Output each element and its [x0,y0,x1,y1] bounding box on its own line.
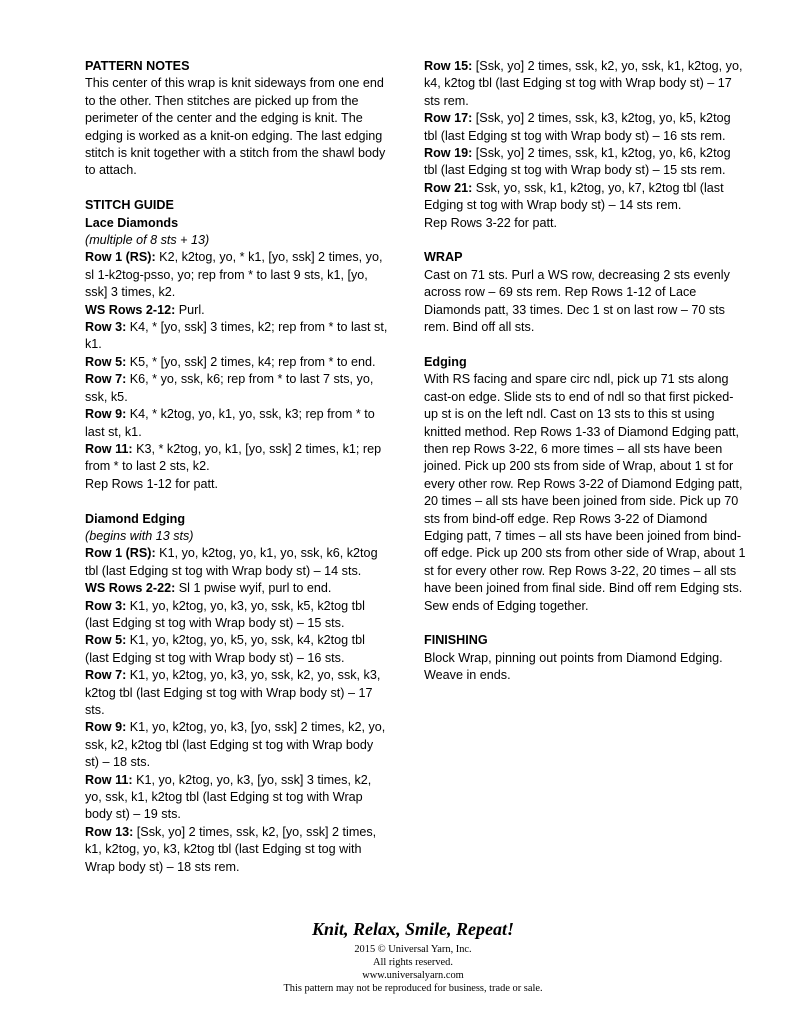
finishing-heading: FINISHING [424,633,488,648]
lace-row: Row 3: K4, * [yo, ssk] 3 times, k2; rep from * to last st, k1. [85,320,388,352]
pattern-notes-heading: PATTERN NOTES [85,59,190,73]
lace-diamonds-note: (multiple of 8 sts + 13) [85,233,210,248]
edging-row: Row 15: [Ssk, yo] 2 times, ssk, k2, yo, ssk, k1, k2tog, yo, k4, k2tog tbl (last Edging st tog with Wrap body st) – 17 sts rem. [424,59,743,108]
edging-row: Row 19: [Ssk, yo] 2 times, ssk, k1, k2tog, yo, k6, k2tog tbl (last Edging st tog with Wrap body st) – 15 sts rem. [424,146,731,178]
edging-row: Row 13: [Ssk, yo] 2 times, ssk, k2, [yo, ssk] 2 times, k1, k2tog, yo, k3, k2tog tbl (last Edging st tog with Wrap body st) – 18 sts rem. [85,824,377,874]
lace-diamonds-heading: Lace Diamonds [85,215,179,230]
footer-notice: This pattern may not be reproduced for business, trade or sale. [283,983,543,994]
footer [0,918,800,995]
right-column [424,58,746,685]
edging-text: With RS facing and spare circ ndl, pick up 71 sts along cast-on edge. Slide sts to end of ndl so that first picked-up st is on the left ndl. Cast on 13 sts to this st using knitted method. Rep Rows 1-33 of Diamond Edging patt, then rep Rows 3-22, 6 more times – all sts have been joined. Pick up 200 sts from side of Wrap, about 1 st for every other row. Rep Rows 3-22 of Diamond Edging patt, 20 times – all sts have been joined from side. Pick up 70 sts from bind-off edge. Rep Rows 3-22 of Diamond Edging patt, 7 times – all sts have been joined from bind-off edge. Pick up 200 sts from other side of Wrap, about 1 st for every other row. Rep Rows 3-22, 20 times – all sts have been joined from final side. Bind off rem Edging sts. Sew ends of Edging together. [424,372,746,613]
footer-rights: All rights reserved. [373,957,453,968]
wrap-heading: WRAP [424,250,463,265]
edging-row: Row 3: K1, yo, k2tog, yo, k3, yo, ssk, k5, k2tog tbl (last Edging st tog with Wrap body st) – 15 sts. [85,598,365,630]
footer-website: www.universalyarn.com [362,970,464,981]
stitch-guide-heading: STITCH GUIDE [85,198,174,213]
footer-slogan: Knit, Relax, Smile, Repeat! [311,919,514,939]
edging-row: Row 17: [Ssk, yo] 2 times, ssk, k3, k2tog, yo, k5, k2tog tbl (last Edging st tog with Wrap body st) – 16 sts rem. [424,111,731,143]
edging-row: Row 1 (RS): K1, yo, k2tog, yo, k1, yo, ssk, k6, k2tog tbl (last Edging st tog with Wrap body st) – 14 sts. [85,546,378,578]
footer-copyright: 2015 © Universal Yarn, Inc. [354,944,472,955]
lace-row: Row 9: K4, * k2tog, yo, k1, yo, ssk, k3; rep from * to last st, k1. [85,407,375,439]
edging-repeat: Rep Rows 3-22 for patt. [424,215,557,230]
finishing-text: Block Wrap, pinning out points from Diamond Edging. Weave in ends. [424,650,723,683]
edging-row: WS Rows 2-22: Sl 1 pwise wyif, purl to end. [85,581,332,596]
wrap-text: Cast on 71 sts. Purl a WS row, decreasing 2 sts evenly across row – 69 sts rem. Rep Rows 1-12 of Lace Diamonds patt, 33 times. Dec 1 st on last row – 70 sts rem. Bind off all sts. [424,267,730,335]
edging-row: Row 9: K1, yo, k2tog, yo, k3, [yo, ssk] 2 times, k2, yo, ssk, k2, k2tog tbl (last Edging st tog with Wrap body st) – 18 sts. [85,720,386,770]
edging-row: Row 5: K1, yo, k2tog, yo, k5, yo, ssk, k4, k2tog tbl (last Edging st tog with Wrap body st) – 16 sts. [85,633,365,665]
lace-row: Row 1 (RS): K2, k2tog, yo, * k1, [yo, ssk] 2 times, yo, sl 1-k2tog-psso, yo; rep from * to last 9 sts, k1, [yo, ssk] 3 times, k2. [85,250,383,300]
lace-row: WS Rows 2-12: Purl. [85,302,205,317]
lace-row: Row 5: K5, * [yo, ssk] 2 times, k4; rep from * to end. [85,354,376,369]
diamond-edging-note: (begins with 13 sts) [85,528,194,543]
edging-heading: Edging [424,354,467,369]
edging-row: Row 7: K1, yo, k2tog, yo, k3, yo, ssk, k2, yo, ssk, k3, k2tog tbl (last Edging st tog with Wrap body st) – 17 sts. [85,668,381,717]
edging-row: Row 21: Ssk, yo, ssk, k1, k2tog, yo, k7, k2tog tbl (last Edging st tog with Wrap body st) – 14 sts rem. [424,180,724,213]
lace-repeat: Rep Rows 1-12 for patt. [85,476,218,491]
lace-row: Row 7: K6, * yo, ssk, k6; rep from * to last 7 sts, yo, ssk, k5. [85,372,374,404]
left-column [85,58,390,876]
edging-row: Row 11: K1, yo, k2tog, yo, k3, [yo, ssk] 3 times, k2, yo, ssk, k1, k2tog tbl (last Edging st tog with Wrap body st) – 19 sts. [85,772,372,822]
pattern-notes-text: This center of this wrap is knit sideways from one end to the other. Then stitches are picked up from the perimeter of the center and the edging is knit. The edging is worked as a knit-on edging. The last edging stitch is knit together with a stitch from the shawl body to attach. [85,76,386,178]
diamond-edging-heading: Diamond Edging [85,511,186,526]
lace-row: Row 11: K3, * k2tog, yo, k1, [yo, ssk] 2 times, k1; rep from * to last 2 sts, k2. [85,441,382,474]
